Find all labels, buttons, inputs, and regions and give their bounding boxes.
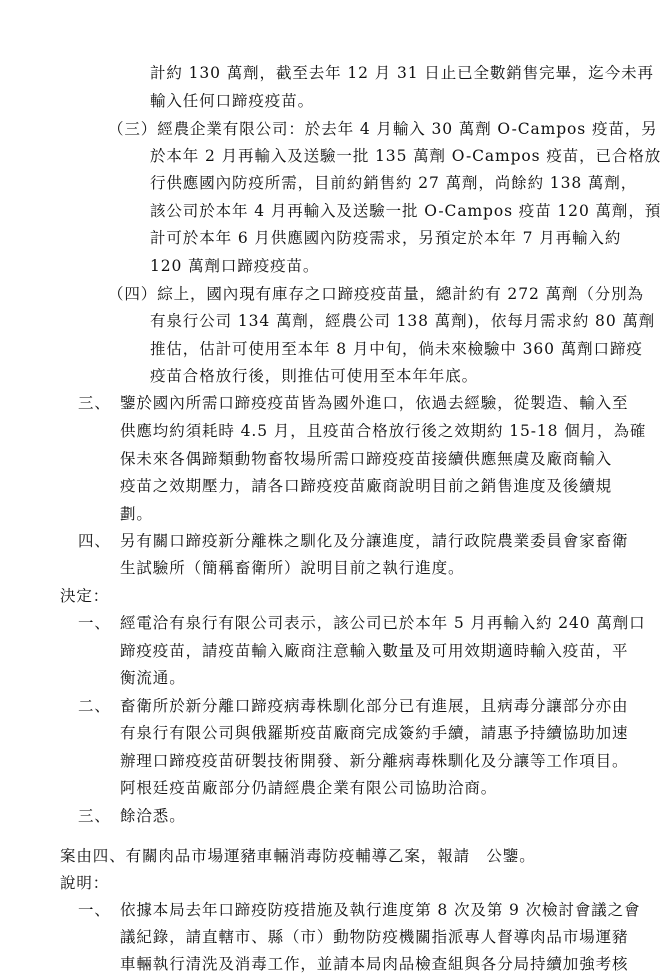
text-line: 計可於本年 6 月供應國內防疫需求，另預定於本年 7 月再輸入約 [150, 229, 622, 247]
text-line: 計約 130 萬劑，截至去年 12 月 31 日止已全數銷售完畢，迄今未再 [150, 64, 654, 82]
text-line: 劃。 [120, 505, 153, 523]
text-line: （四）綜上，國內現有庫存之口蹄疫疫苗量，總計約有 272 萬劑（分別為 [108, 285, 644, 303]
text-line: 有泉行公司 134 萬劑，經農公司 138 萬劑)，依每月需求約 80 萬劑 [150, 312, 656, 330]
text-line: 行供應國內防疫所需，目前約銷售約 27 萬劑，尚餘約 138 萬劑， [150, 174, 638, 192]
text-line: （三）經農企業有限公司：於去年 4 月輸入 30 萬劑 O-Campos 疫苗，另 [108, 120, 658, 138]
item-number: 三、 [78, 807, 111, 825]
section-heading: 決定： [60, 587, 110, 605]
text-line: 蹄疫疫苗，請疫苗輸入廠商注意輸入數量及可用效期適時輸入疫苗，平 [120, 642, 629, 660]
text-line: 於本年 2 月再輸入及送驗一批 135 萬劑 O-Campos 疫苗，已合格放 [150, 147, 662, 165]
text-line: 畜衛所於新分離口蹄疫病毒株馴化部分已有進展，且病毒分讓部分亦由 [120, 697, 629, 715]
text-line: 推估，估計可使用至本年 8 月中旬，倘未來檢驗中 360 萬劑口蹄疫 [150, 340, 643, 358]
text-line: 保未來各偶蹄類動物畜牧場所需口蹄疫疫苗接續供應無虞及廠商輸入 [120, 450, 613, 468]
item-number: 一、 [78, 614, 111, 632]
item-number: 二、 [78, 697, 111, 715]
text-line: 有泉行有限公司與俄羅斯疫苗廠商完成簽約手續，請惠予持續協助加速 [120, 724, 629, 742]
text-line: 供應均約須耗時 4.5 月，且疫苗合格放行後之效期約 15-18 個月，為確 [120, 422, 647, 440]
text-line: 疫苗合格放行後，則推估可使用至本年年底。 [150, 367, 479, 385]
text-line: 另有關口蹄疫新分離株之馴化及分讓進度，請行政院農業委員會家畜衛 [120, 532, 629, 550]
text-line: 車輛執行清洗及消毒工作，並請本局肉品檢查組與各分局持續加強考核 [120, 955, 629, 973]
text-line: 輸入任何口蹄疫疫苗。 [150, 92, 315, 110]
item-number: 一、 [78, 901, 111, 919]
section-heading: 說明： [60, 874, 110, 892]
text-line: 衡流通。 [120, 669, 186, 687]
text-line: 阿根廷疫苗廠部分仍請經農企業有限公司協助洽商。 [120, 779, 498, 797]
text-line: 議紀錄，請直轄市、縣（市）動物防疫機關指派專人督導肉品市場運豬 [120, 928, 629, 946]
text-line: 120 萬劑口蹄疫疫苗。 [150, 257, 320, 275]
text-line: 鑒於國內所需口蹄疫疫苗皆為國外進口，依過去經驗，從製造、輸入至 [120, 394, 629, 412]
text-line: 辦理口蹄疫疫苗研製技術開發、新分離病毒株馴化及分讓等工作項目。 [120, 752, 629, 770]
item-number: 三、 [78, 394, 111, 412]
case-heading: 案由四、有關肉品市場運豬車輛消毒防疫輔導乙案，報請 公鑒。 [60, 847, 536, 865]
text-line: 依據本局去年口蹄疫防疫措施及執行進度第 8 次及第 9 次檢討會議之會 [120, 901, 641, 919]
text-line: 經電洽有泉行有限公司表示，該公司已於本年 5 月再輸入約 240 萬劑口 [120, 614, 646, 632]
text-line: 該公司於本年 4 月再輸入及送驗一批 O-Campos 疫苗 120 萬劑，預 [150, 202, 662, 220]
text-line: 生試驗所（簡稱畜衛所）說明目前之執行進度。 [120, 559, 465, 577]
text-line: 餘洽悉。 [120, 807, 186, 825]
text-line: 疫苗之效期壓力，請各口蹄疫疫苗廠商說明目前之銷售進度及後續規 [120, 477, 613, 495]
item-number: 四、 [78, 532, 111, 550]
